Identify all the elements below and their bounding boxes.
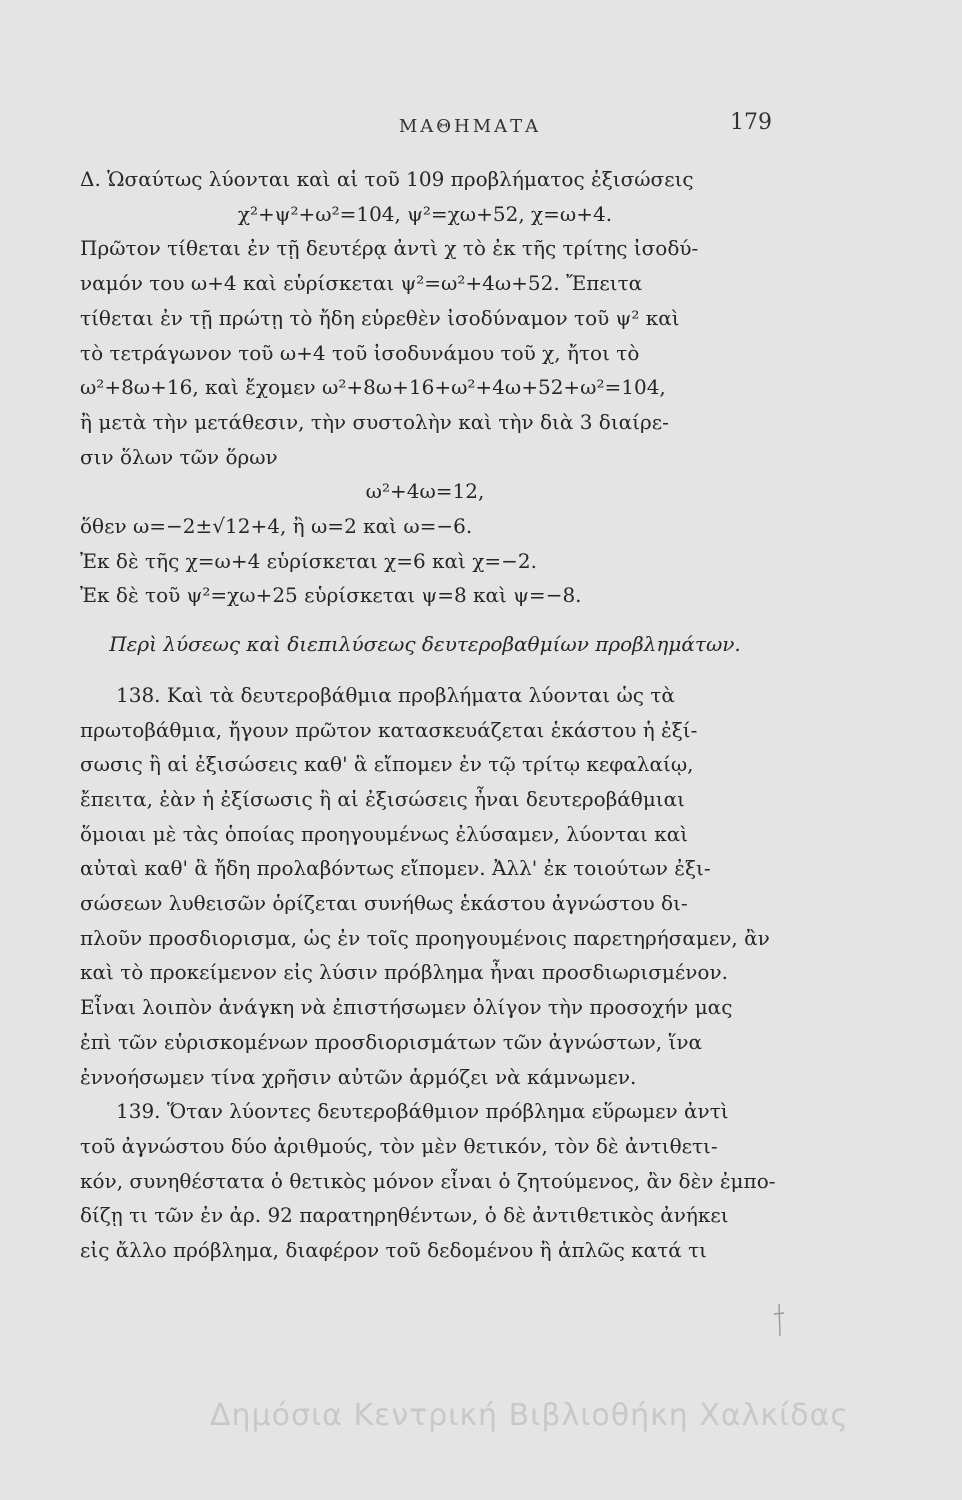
paragraph-138-line: αὐταὶ καθ' ἃ ἤδη προλαβόντως εἴπομεν. Ἀλλ' ἐκ τοιούτων ἐξι- <box>80 856 711 881</box>
paragraph-138-line: ἔπειτα, ἐὰν ἡ ἐξίσωσις ἢ αἱ ἐξισώσεις ἦναι δευτεροβάθμιαι <box>80 786 685 811</box>
paragraph-138-line: ἐπὶ τῶν εὑρισκομένων προσδιορισμάτων τῶν ἀγνώστων, ἵνα <box>80 1029 703 1054</box>
text-line: τὸ τετράγωνον τοῦ ω+4 τοῦ ἰσοδυνάμου τοῦ χ, ἤτοι τὸ <box>80 340 640 365</box>
paragraph-138-line: σώσεων λυθεισῶν ὁρίζεται συνήθως ἑκάστου ἀγνώστου δι- <box>80 891 688 916</box>
text-line: τίθεται ἐν τῇ πρώτῃ τὸ ἤδη εὑρεθὲν ἰσοδύναμον τοῦ ψ² καὶ <box>80 305 680 330</box>
text-line: ω²+8ω+16, καὶ ἔχομεν ω²+8ω+16+ω²+4ω+52+ω²=104, <box>80 375 666 400</box>
paragraph-138-line: πρωτοβάθμια, ἤγουν πρῶτον κατασκευάζεται ἑκάστου ἡ ἐξί- <box>80 717 698 742</box>
paragraph-138-line: πλοῦν προσδιορισμα, ὡς ἐν τοῖς προηγουμένοις παρετηρήσαμεν, ἂν <box>80 925 770 950</box>
text-line: ὅθεν ω=−2±√12+4, ἢ ω=2 καὶ ω=−6. <box>80 514 473 539</box>
paragraph-139-line: κόν, συνηθέστατα ὁ θετικὸς μόνον εἶναι ὁ ζητούμενος, ἂν δὲν ἐμπο- <box>80 1168 776 1193</box>
page-number: 179 <box>730 110 772 135</box>
paragraph-138-line: ὅμοιαι μὲ τὰς ὁποίας προηγουμένως ἐλύσαμεν, λύονται καὶ <box>80 821 689 846</box>
text-line: ἢ μετὰ τὴν μετάθεσιν, τὴν συστολὴν καὶ τὴν διὰ 3 διαίρε- <box>80 409 669 434</box>
text-line: Δ. Ὡσαύτως λύονται καὶ αἱ τοῦ 109 προβλήματος ἐξισώσεις <box>80 167 694 191</box>
running-head: ΜΑΘΗΜΑΤΑ <box>398 116 542 137</box>
page-header <box>0 110 962 146</box>
library-watermark: Δημόσια Κεντρική Βιβλιοθήκη Χαλκίδας <box>210 1398 849 1433</box>
text-line: ναμόν του ω+4 καὶ εὑρίσκεται ψ²=ω²+4ω+52. Ἔπειτα <box>80 271 643 296</box>
equation-line: ω²+4ω=12, <box>365 479 485 504</box>
paragraph-139-line: τοῦ ἀγνώστου δύο ἀριθμούς, τὸν μὲν θετικόν, τὸν δὲ ἀντιθετι- <box>80 1133 718 1158</box>
paragraph-139-line: εἰς ἄλλο πρόβλημα, διαφέρον τοῦ δεδομένου ἢ ἁπλῶς κατά τι <box>80 1238 708 1263</box>
equation-line: χ²+ψ²+ω²=104, ψ²=χω+52, χ=ω+4. <box>237 201 613 226</box>
text-line: Ἐκ δὲ τῆς χ=ω+4 εὑρίσκεται χ=6 καὶ χ=−2. <box>80 548 537 573</box>
text-line: σιν ὅλων τῶν ὅρων <box>80 444 278 469</box>
text-line: Ἐκ δὲ τοῦ ψ²=χω+25 εὑρίσκεται ψ=8 καὶ ψ=−8. <box>80 583 582 608</box>
paragraph-138-line: 138. Καὶ τὰ δευτεροβάθμια προβλήματα λύονται ὡς τὰ <box>116 682 675 707</box>
paragraph-138-line: ἐννοήσωμεν τίνα χρῆσιν αὐτῶν ἁρμόζει νὰ κάμνωμεν. <box>80 1064 637 1089</box>
page-body <box>80 162 776 1268</box>
paragraph-139-line: δίζῃ τι τῶν ἐν ἀρ. 92 παρατηρηθέντων, ὁ δὲ ἀντιθετικὸς ἀνήκει <box>80 1203 729 1228</box>
paragraph-138-line: σωσις ἢ αἱ ἐξισώσεις καθ' ἃ εἴπομεν ἐν τῷ τρίτῳ κεφαλαίῳ, <box>80 752 694 777</box>
section-title: Περὶ λύσεως καὶ διεπιλύσεως δευτεροβαθμίων προβλημάτων. <box>109 632 741 657</box>
paragraph-139-line: 139. Ὅταν λύοντες δευτεροβάθμιον πρόβλημα εὕρωμεν ἀντὶ <box>116 1099 729 1124</box>
paragraph-138-line: Εἶναι λοιπὸν ἀνάγκη νὰ ἐπιστήσωμεν ὀλίγον τὴν προσοχήν μας <box>80 995 733 1020</box>
text-line: Πρῶτον τίθεται ἐν τῇ δευτέρᾳ ἀντὶ χ τὸ ἐκ τῆς τρίτης ἰσοδύ- <box>80 236 699 261</box>
paragraph-138-line: καὶ τὸ προκείμενον εἰς λύσιν πρόβλημα ἦναι προσδιωρισμένον. <box>80 960 728 985</box>
margin-pencil-mark <box>772 1302 786 1338</box>
